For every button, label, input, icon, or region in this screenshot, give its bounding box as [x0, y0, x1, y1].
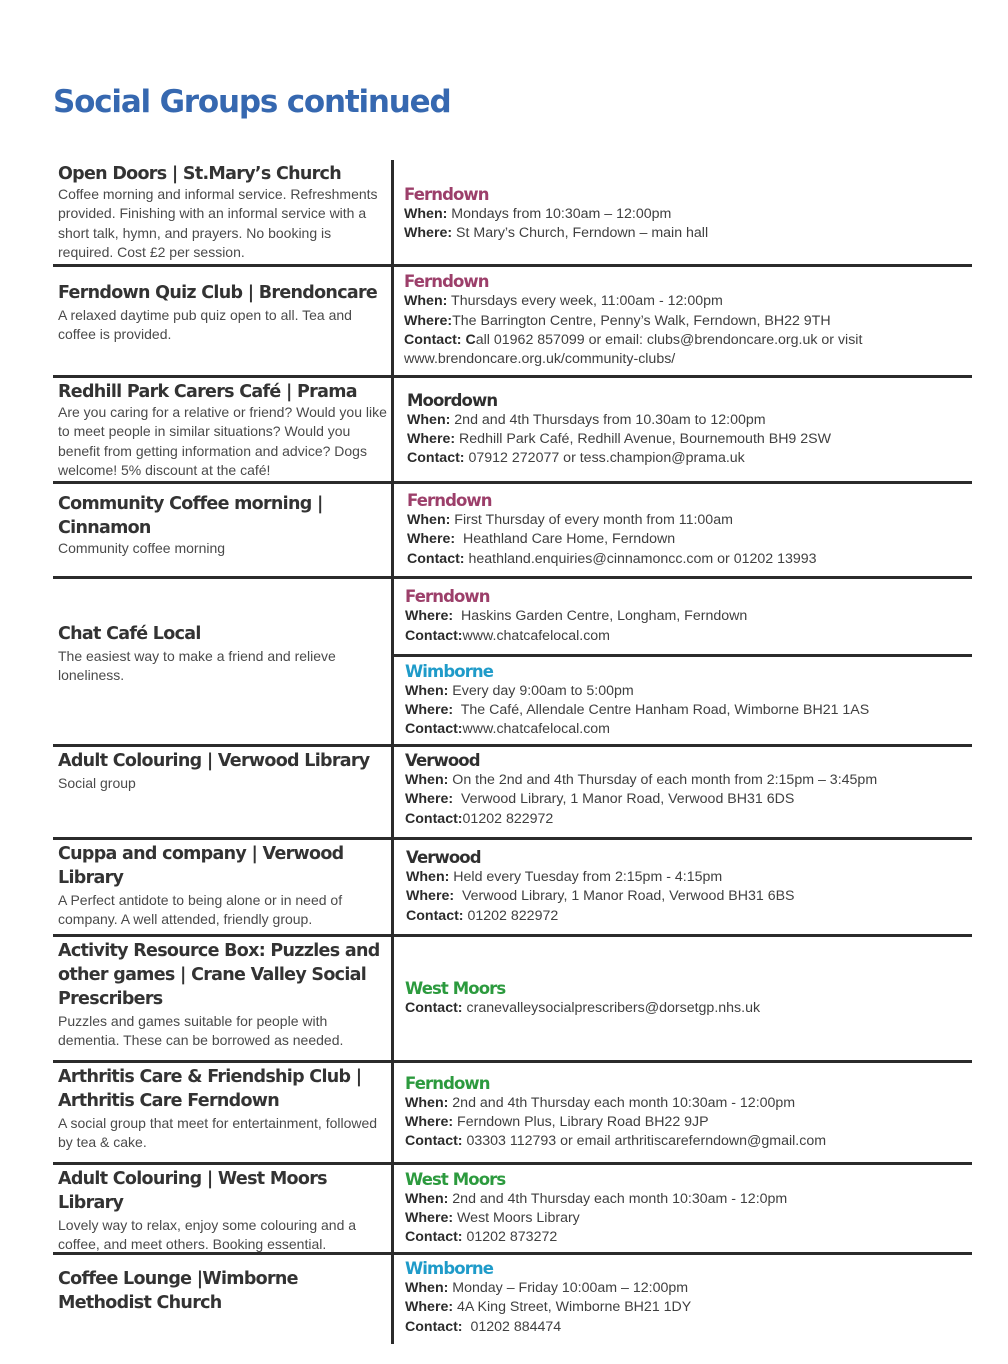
location-block — [394, 840, 972, 934]
location-block — [394, 484, 972, 576]
contact-line: Contact: cranevalleysocialprescribers@dorsetgp.nhs.uk — [405, 999, 761, 1016]
group-description: Coffee morning and informal service. Refreshments provided. Finishing with an informal service with a short talk, hymn, and prayers. No booking is required. Cost £2 per session. — [58, 186, 378, 260]
group-description: A Perfect antidote to being alone or in need of company. A well attended, friendly group. — [58, 892, 343, 928]
location-block — [394, 747, 972, 837]
group-info — [53, 378, 394, 481]
location-block — [394, 267, 972, 375]
where-line: Where: The Café, Allendale Centre Hanham Road, Wimborne BH21 1AS — [405, 702, 870, 719]
group-row — [53, 267, 972, 378]
location-block — [394, 937, 972, 1060]
where-line: Where:The Barrington Centre, Penny’s Walk, Ferndown, BH22 9TH — [404, 312, 831, 329]
when-line: When: 2nd and 4th Thursday each month 10:30am - 12:00pm — [405, 1094, 796, 1111]
location-block — [394, 378, 972, 481]
contact-line: Contact: heathland.enquiries@cinnamoncc.com or 01202 13993 — [407, 550, 817, 567]
group-name: Activity Resource Box: Puzzles and other games | Crane Valley Social Prescribers — [58, 941, 380, 1009]
group-row — [53, 1255, 972, 1344]
group-name: Cuppa and company | Verwood Library — [58, 844, 344, 888]
group-row — [53, 378, 972, 484]
group-row — [53, 1063, 972, 1165]
when-line: When: 2nd and 4th Thursdays from 10.30am to 12:00pm — [407, 411, 766, 428]
group-details — [394, 1063, 972, 1162]
where-line: Where: West Moors Library — [405, 1209, 580, 1226]
location-block — [394, 654, 972, 744]
page-title: Social Groups continued — [53, 84, 451, 120]
contact-line: Contact:www.chatcafelocal.com — [405, 721, 610, 738]
location-name: Moordown — [407, 390, 498, 410]
location-block — [394, 160, 972, 264]
group-info — [53, 579, 394, 744]
group-name: Chat Café Local — [58, 623, 201, 644]
where-line: Where: Verwood Library, 1 Manor Road, Verwood BH31 6BS — [406, 888, 795, 905]
contact-line: Contact: 03303 112793 or email arthritiscareferndown@gmail.com — [405, 1133, 827, 1150]
location-name: West Moors — [405, 1169, 506, 1189]
location-name: Ferndown — [405, 587, 490, 607]
group-description: Puzzles and games suitable for people with dementia. These can be borrowed as needed. — [58, 1013, 344, 1049]
group-details — [394, 267, 972, 375]
group-description: Are you caring for a relative or friend? Would you like to meet people in similar situations? Would you benefit from getting information and advice? Dogs welcome! 5% discount at the café! — [58, 404, 387, 478]
group-name: Adult Colouring | Verwood Library — [58, 751, 370, 771]
group-row — [53, 484, 972, 579]
group-row — [53, 579, 972, 747]
contact-line: Contact: 01202 873272 — [405, 1229, 558, 1246]
location-name: Ferndown — [405, 1073, 490, 1093]
group-name: Community Coffee morning | Cinnamon — [58, 494, 323, 538]
when-line: When: On the 2nd and 4th Thursday of each month from 2:15pm – 3:45pm — [405, 772, 878, 788]
location-name: Ferndown — [404, 184, 489, 204]
group-info — [53, 937, 394, 1060]
where-line: Where: 4A King Street, Wimborne BH21 1DY — [405, 1299, 692, 1316]
group-row — [53, 1165, 972, 1255]
group-name: Open Doors | St.Mary’s Church — [58, 164, 341, 184]
location-block — [394, 1165, 972, 1252]
location-name: Wimborne — [405, 661, 494, 681]
where-line: Where: St Mary’s Church, Ferndown – main hall — [404, 225, 709, 241]
contact-line: Contact:01202 822972 — [405, 810, 554, 827]
group-row — [53, 840, 972, 937]
location-block — [394, 579, 972, 654]
contact-line: Contact: Call 01962 857099 or email: clubs@brendoncare.org.uk or visit — [404, 332, 863, 348]
where-line: Where: Verwood Library, 1 Manor Road, Verwood BH31 6DS — [405, 791, 795, 808]
contact-line: Contact:www.chatcafelocal.com — [405, 627, 610, 644]
location-block — [394, 1255, 972, 1344]
where-line: Where: Haskins Garden Centre, Longham, Ferndown — [405, 608, 748, 625]
group-info — [53, 1255, 394, 1344]
contact-line: Contact: 07912 272077 or tess.champion@prama.uk — [407, 450, 745, 467]
when-line: When: Monday – Friday 10:00am – 12:00pm — [405, 1280, 689, 1296]
when-line: When: Every day 9:00am to 5:00pm — [405, 682, 634, 699]
when-line: When: First Thursday of every month from 11:00am — [407, 512, 733, 529]
group-row — [53, 747, 972, 840]
group-description: A social group that meet for entertainment, followed by tea & cake. — [58, 1115, 378, 1151]
group-details — [394, 747, 972, 837]
group-details — [394, 160, 972, 264]
group-details — [394, 1165, 972, 1252]
group-details — [394, 840, 972, 934]
contact-line: Contact: 01202 822972 — [406, 907, 559, 924]
group-description: Social group — [58, 775, 136, 791]
group-name: Adult Colouring | West Moors Library — [58, 1169, 327, 1213]
group-details — [394, 1255, 972, 1344]
group-details — [394, 484, 972, 576]
contact-line-continued: www.brendoncare.org.uk/community-clubs/ — [404, 351, 676, 368]
group-details — [394, 937, 972, 1060]
location-name: West Moors — [405, 978, 506, 998]
group-info — [53, 840, 394, 934]
location-name: Verwood — [405, 751, 480, 770]
group-name: Coffee Lounge |Wimborne Methodist Church — [58, 1269, 298, 1313]
group-row — [53, 937, 972, 1063]
location-name: Wimborne — [405, 1259, 494, 1278]
group-description: A relaxed daytime pub quiz open to all. Tea and coffee is provided. — [58, 307, 352, 343]
group-info — [53, 747, 394, 837]
group-name: Redhill Park Carers Café | Prama — [58, 382, 357, 402]
group-details — [394, 378, 972, 481]
location-name: Ferndown — [404, 272, 489, 292]
group-info — [53, 484, 394, 576]
where-line: Where: Redhill Park Café, Redhill Avenue, Bournemouth BH9 2SW — [407, 430, 832, 447]
group-description: The easiest way to make a friend and relieve loneliness. — [58, 647, 336, 683]
group-info — [53, 160, 394, 264]
contact-line: Contact: 01202 884474 — [405, 1318, 562, 1335]
group-name: Arthritis Care & Friendship Club | Arthritis Care Ferndown — [58, 1067, 362, 1111]
social-groups-table — [53, 160, 972, 1344]
group-description: Community coffee morning — [58, 540, 226, 556]
location-name: Verwood — [406, 848, 481, 868]
where-line: Where: Ferndown Plus, Library Road BH22 9JP — [405, 1113, 709, 1130]
when-line: When: 2nd and 4th Thursday each month 10:30am - 12:0pm — [405, 1190, 788, 1207]
group-info — [53, 267, 394, 375]
group-name: Ferndown Quiz Club | Brendoncare — [58, 283, 378, 303]
when-line: When: Thursdays every week, 11:00am - 12:00pm — [404, 293, 723, 310]
when-line: When: Mondays from 10:30am – 12:00pm — [404, 205, 672, 222]
group-details — [394, 579, 972, 744]
location-block — [394, 1063, 972, 1162]
group-row — [53, 160, 972, 267]
group-description: Lovely way to relax, enjoy some colouring and a coffee, and meet others. Booking essential. — [58, 1217, 357, 1253]
group-info — [53, 1063, 394, 1162]
group-info — [53, 1165, 394, 1252]
when-line: When: Held every Tuesday from 2:15pm - 4:15pm — [406, 869, 723, 886]
where-line: Where: Heathland Care Home, Ferndown — [407, 531, 676, 548]
location-name: Ferndown — [407, 491, 492, 511]
